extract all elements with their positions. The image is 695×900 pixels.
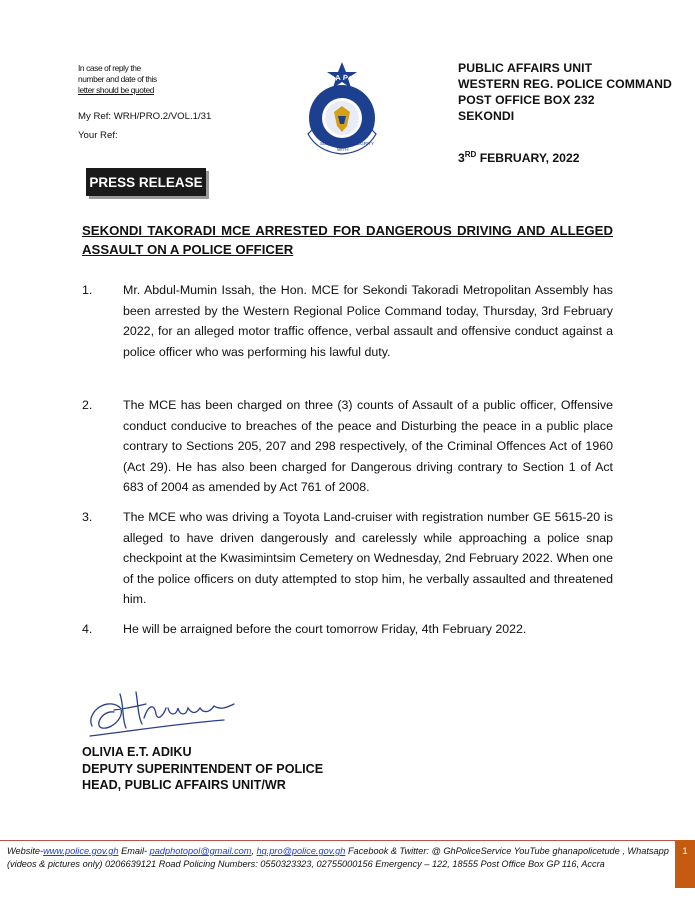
paragraph-text: The MCE has been charged on three (3) counts of Assault of a public officer, Offensive conduct conducive to breaches of the peace and Disturbing the peace in a public place contrary to Sections 205, 207 and 298 respectively, of the Criminal Offences Act of 1960 (Act 29). He has also been charged for Dangerous driving contrary to Section 1 of Act 683 of 2004 as amended by Act 761 of 2008. [123, 398, 613, 494]
reply-note-line: number and date of this [78, 74, 157, 84]
paragraph-text: Mr. Abdul-Mumin Issah, the Hon. MCE for Sekondi Takoradi Metropolitan Assembly has been arrested by the Western Regional Police Command today, Thursday, 3rd February 2022, for an alleged motor traffic offence, verbal assault and offensive conduct against a police officer who was performing his lawful duty. [123, 283, 613, 359]
footer-website-label: Website- [7, 846, 44, 856]
footer-details: Facebook & Twitter: @ GhPoliceService YouTube ghanapolicetude , Whatsapp (videos & pictures only) 0206639121 Road Policing Numbers: 0550323323, 02755000156 Emergency – 122, 18555 Post Office Box GP 116, Accra [7, 846, 669, 869]
signatory-block [82, 744, 323, 794]
date-suffix: RD [464, 150, 477, 159]
unit-line: SEKONDI [458, 109, 515, 123]
reply-note-line: In case of reply the [78, 63, 141, 73]
signatory-name: OLIVIA E.T. ADIKU [82, 745, 192, 759]
letter-date [458, 150, 580, 165]
reply-note-line: letter should be quoted [78, 85, 155, 95]
ghana-police-seal-icon [294, 60, 390, 160]
footer-email-link-2[interactable]: hq.pro@police.gov.gh [256, 846, 346, 856]
footer-website-link[interactable]: www.police.gov.gh [43, 846, 119, 856]
unit-line: PUBLIC AFFAIRS UNIT [458, 61, 593, 75]
unit-address [458, 60, 672, 124]
paragraph-number: 4. [82, 622, 93, 636]
unit-line: WESTERN REG. POLICE COMMAND [458, 77, 672, 91]
seal-text-mid: WITH [337, 147, 349, 152]
paragraph-text: He will be arraigned before the court tomorrow Friday, 4th February 2022. [123, 622, 527, 636]
paragraph-text: The MCE who was driving a Toyota Land-cruiser with registration number GE 5615-20 is alleged to have driven dangerously and carelessly while approaching a police snap checkpoint at the Kwasimintsim Cemetery on Wednesday, 2nd February 2022. When one of the police officers on duty attempted to stop him, he verbally assaulted and threatened him. [123, 510, 613, 606]
paragraph-item [82, 280, 613, 362]
seal-text-right: INTEGRITY [350, 141, 375, 146]
seal-text-left: SERVICE [320, 141, 340, 146]
footer-separator: , [251, 846, 257, 856]
paragraph-item [82, 395, 613, 498]
press-release-label: PRESS RELEASE [86, 168, 206, 196]
signature-icon [84, 684, 264, 744]
your-ref: Your Ref: [78, 130, 118, 141]
footer-email-link-1[interactable]: padphotopol@gmail.com [149, 846, 252, 856]
page-number: 1 [675, 840, 695, 888]
headline: SEKONDI TAKORADI MCE ARRESTED FOR DANGEROUS DRIVING AND ALLEGED ASSAULT ON A POLICE OFFICER [82, 223, 613, 257]
footer-email-label: Email- [118, 846, 150, 856]
seal-text-top: GHANA POLICE [311, 72, 373, 94]
footer-contact [7, 845, 672, 871]
signatory-rank: DEPUTY SUPERINTENDENT OF POLICE [82, 761, 324, 776]
paragraph-number: 3. [82, 510, 93, 524]
signatory-title: HEAD, PUBLIC AFFAIRS UNIT/WR [82, 778, 286, 792]
date-rest: FEBRUARY, 2022 [476, 151, 580, 165]
reply-note [78, 63, 198, 96]
paragraph-number: 1. [82, 283, 93, 297]
unit-line: POST OFFICE BOX 232 [458, 93, 595, 107]
paragraph-number: 2. [82, 398, 93, 412]
my-ref: My Ref: WRH/PRO.2/VOL.1/31 [78, 111, 212, 122]
footer-divider [0, 840, 675, 841]
paragraph-item [82, 619, 613, 640]
date-day: 3 [458, 151, 465, 165]
paragraph-item [82, 507, 613, 610]
